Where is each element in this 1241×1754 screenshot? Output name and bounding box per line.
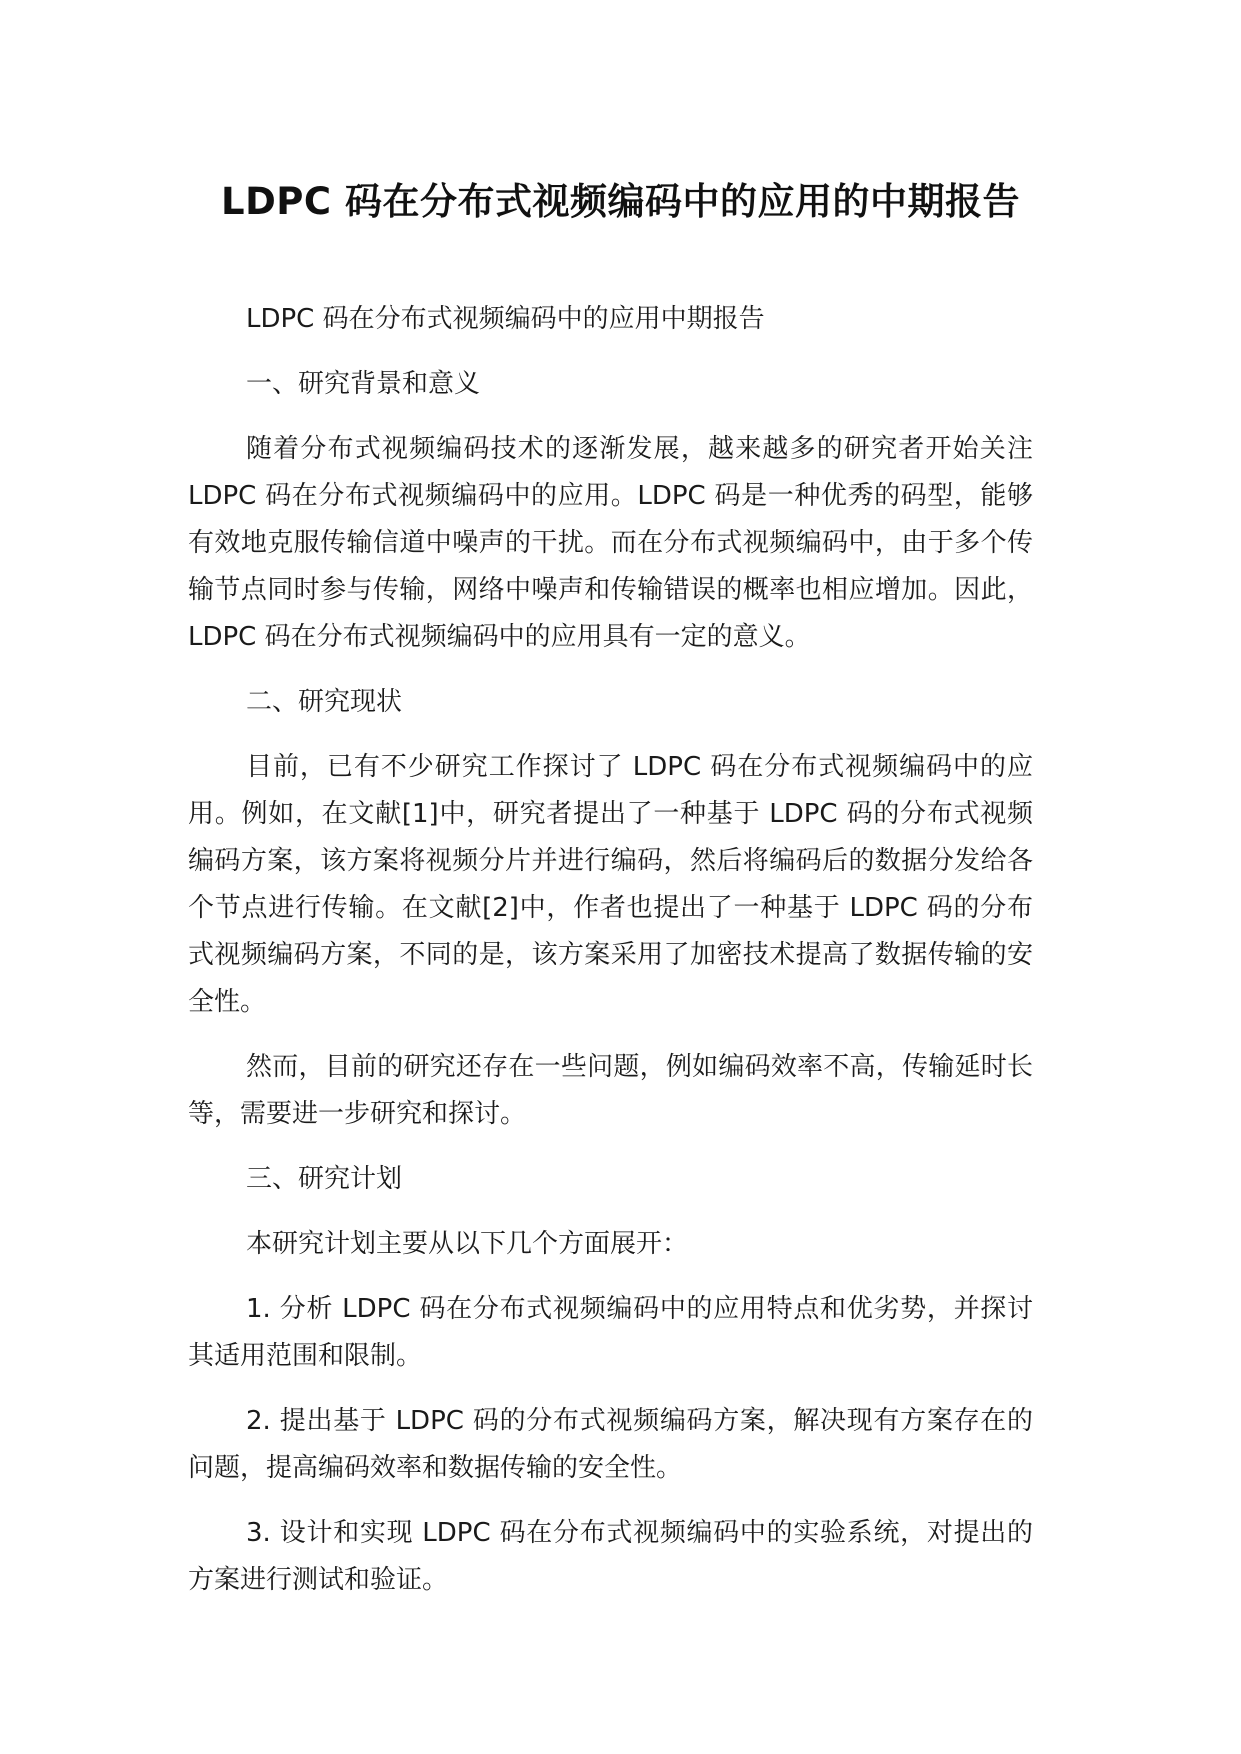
section-heading-plan: 三、研究计划: [246, 1164, 403, 1194]
paragraph-problems: 然而，目前的研究还存在一些问题，例如编码效率不高，传输延时长等，需要进一步研究和探讨。: [188, 1052, 1033, 1129]
plan-item-3: 3. 设计和实现 LDPC 码在分布式视频编码中的实验系统，对提出的方案进行测试和验证。: [188, 1518, 1033, 1595]
paragraph-plan-intro: 本研究计划主要从以下几个方面展开：: [246, 1229, 689, 1259]
report-subtitle: LDPC 码在分布式视频编码中的应用中期报告: [246, 304, 765, 334]
document-body: [188, 296, 1033, 1622]
document-title: LDPC 码在分布式视频编码中的应用的中期报告: [221, 180, 1020, 223]
plan-item-2: 2. 提出基于 LDPC 码的分布式视频编码方案，解决现有方案存在的问题，提高编码效率和数据传输的安全性。: [188, 1406, 1033, 1483]
paragraph-background: 随着分布式视频编码技术的逐渐发展，越来越多的研究者开始关注 LDPC 码在分布式视频编码中的应用。LDPC 码是一种优秀的码型，能够有效地克服传输信道中噪声的干扰。而在分布式视频编码中，由于多个传输节点同时参与传输，网络中噪声和传输错误的概率也相应增加。因此，LDPC 码在分布式视频编码中的应用具有一定的意义。: [188, 434, 1033, 652]
plan-item-1: 1. 分析 LDPC 码在分布式视频编码中的应用特点和优劣势，并探讨其适用范围和限制。: [188, 1294, 1033, 1371]
section-heading-background: 一、研究背景和意义: [246, 369, 481, 399]
paragraph-status: 目前，已有不少研究工作探讨了 LDPC 码在分布式视频编码中的应用。例如，在文献[1]中，研究者提出了一种基于 LDPC 码的分布式视频编码方案，该方案将视频分片并进行编码，然后将编码后的数据分发给各个节点进行传输。在文献[2]中，作者也提出了一种基于 LDPC 码的分布式视频编码方案，不同的是，该方案采用了加密技术提高了数据传输的安全性。: [188, 752, 1033, 1017]
section-heading-status: 二、研究现状: [246, 687, 403, 717]
